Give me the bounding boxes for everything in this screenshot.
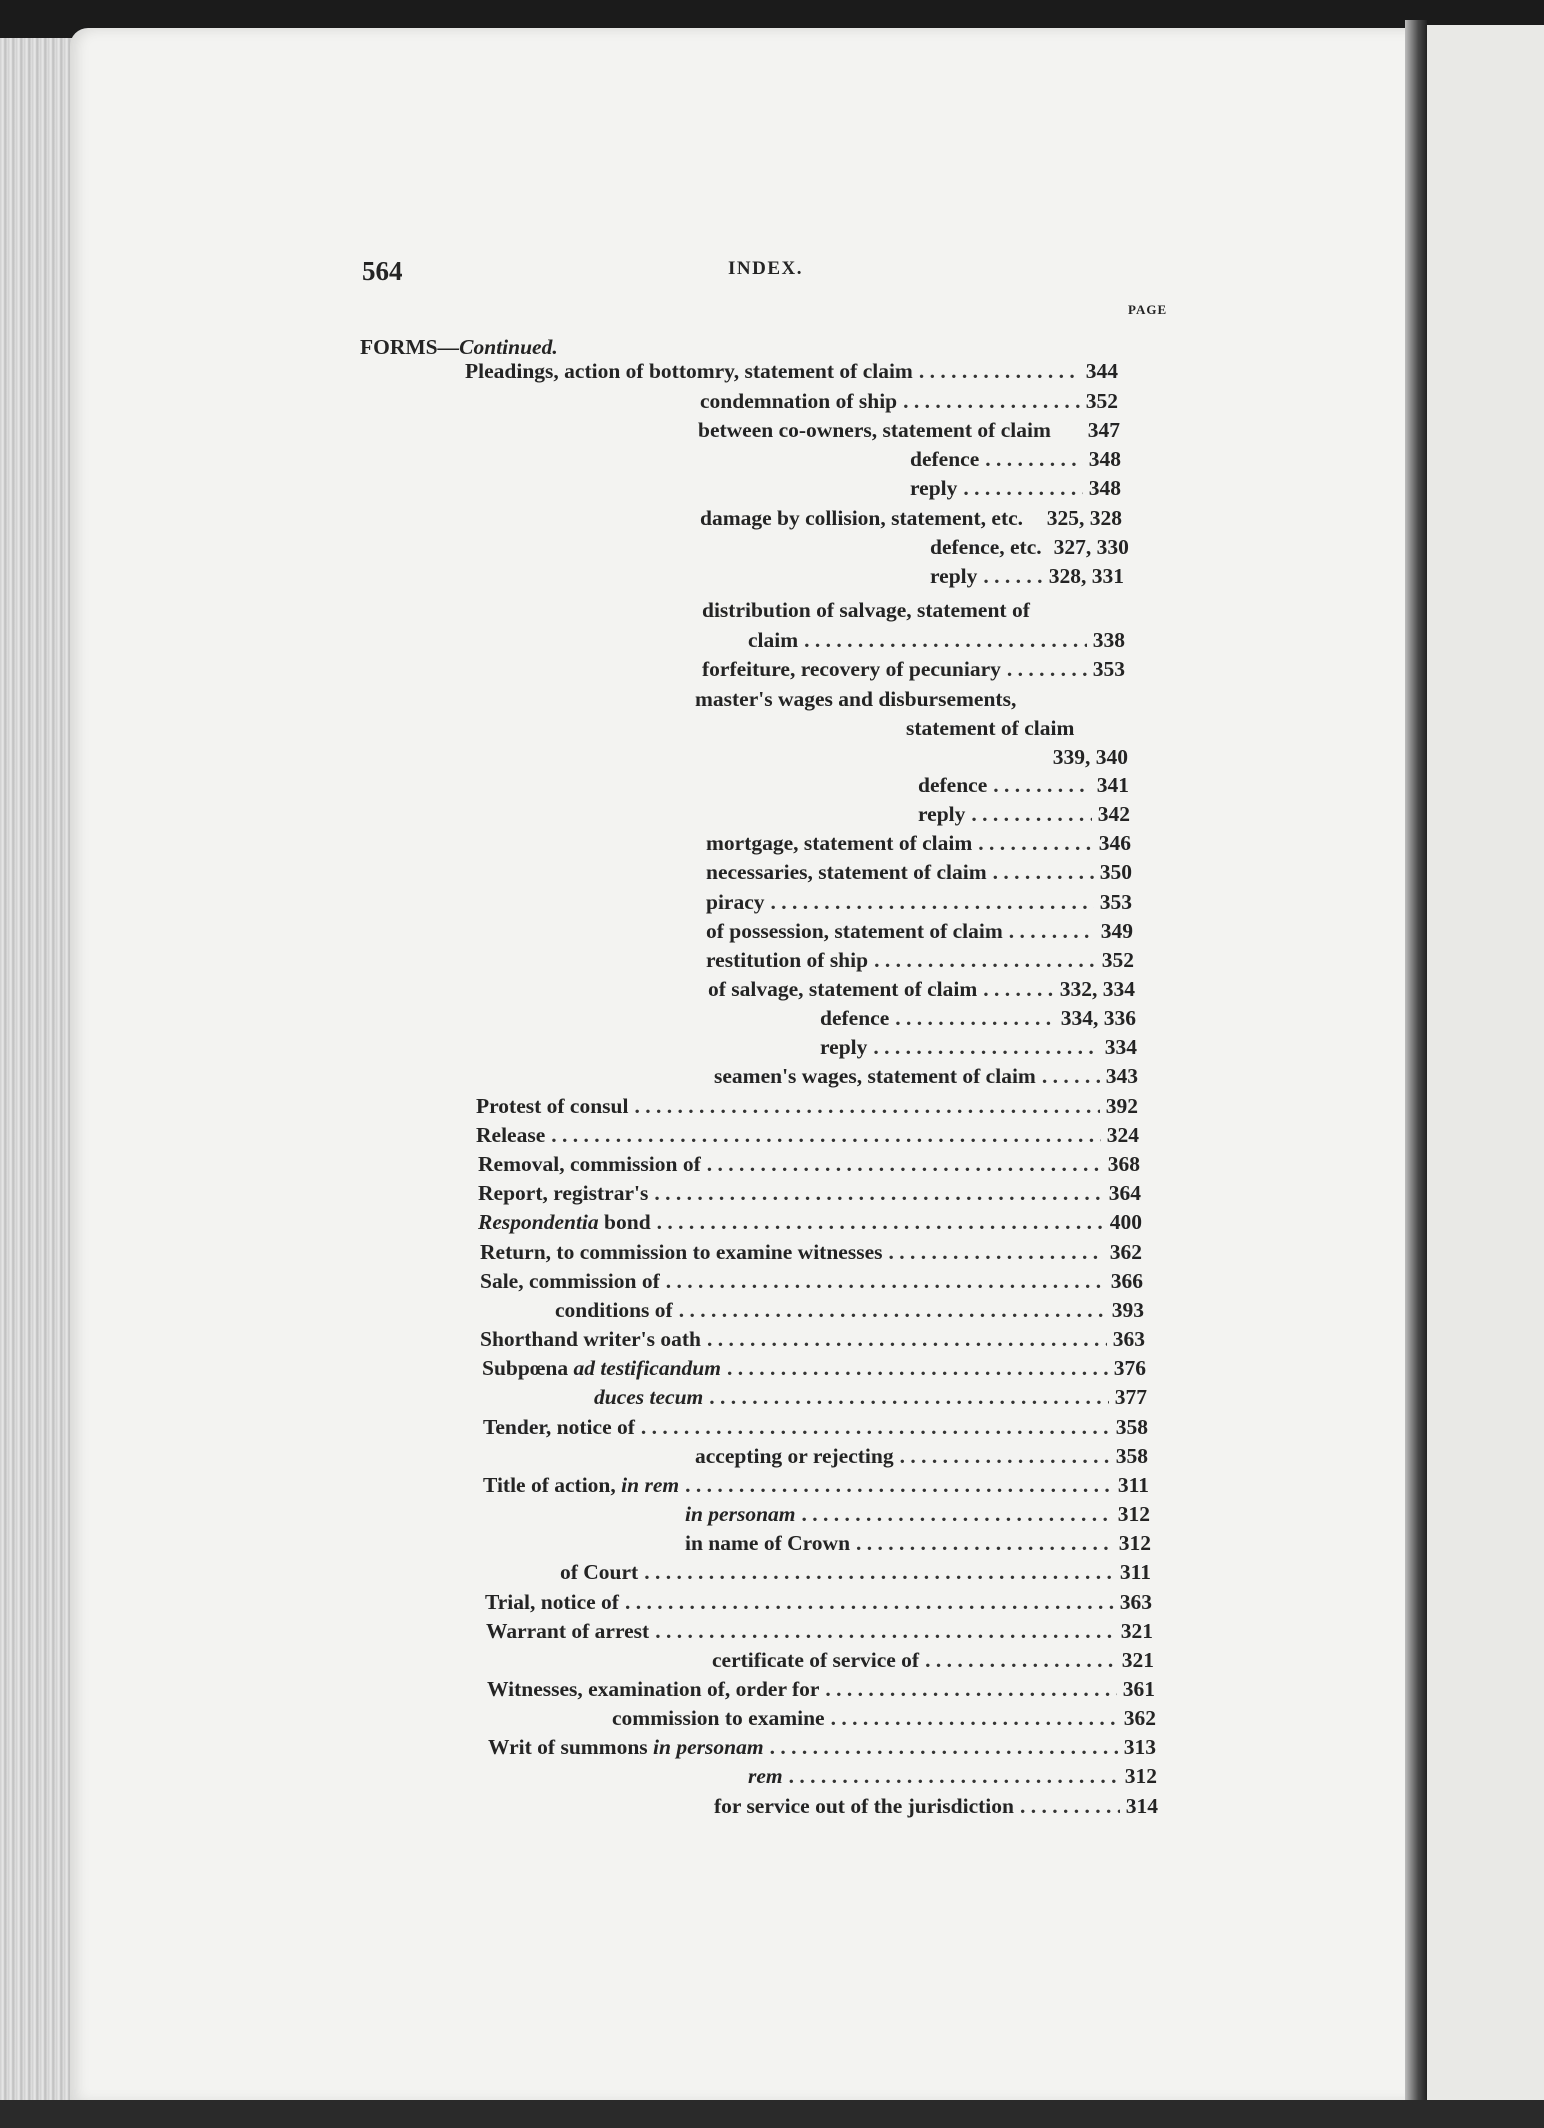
index-entry [706,918,1133,944]
index-entry [708,976,1135,1002]
entry-page-numbers: 339, 340 [1052,745,1128,769]
index-entry [685,1501,1150,1527]
entry-page-numbers: 338 [1092,628,1125,652]
entry-text: defence [910,447,980,471]
index-entry [476,1122,1139,1148]
entry-text: Release [476,1123,546,1147]
index-entry [906,715,1128,741]
entry-page-numbers: 368 [1107,1152,1140,1176]
index-entry [706,947,1134,973]
entry-page-numbers: 377 [1114,1385,1147,1409]
entry-text: commission to examine [612,1706,825,1730]
index-entry [487,1676,1155,1702]
entry-text: Writ of summons [488,1735,654,1759]
entry-text: in personam [653,1735,764,1759]
entry-text: Pleadings, action of bottomry, statement of claim [465,359,913,383]
dot-leader [889,1239,1104,1265]
index-entry [483,1472,1149,1498]
entry-page-numbers: 343 [1105,1064,1138,1088]
entry-text: defence, etc. [930,535,1042,559]
entry-page-numbers: 392 [1105,1094,1138,1118]
entry-text: for service out of the jurisdiction [714,1794,1014,1818]
index-entry [918,801,1130,827]
dot-leader [1042,1063,1100,1089]
dot-leader [707,1151,1102,1177]
dot-leader [1007,656,1087,682]
dot-leader [856,1530,1113,1556]
dot-leader [831,1705,1118,1731]
dot-leader [551,1122,1101,1148]
entry-page-numbers: 312 [1124,1764,1157,1788]
dot-leader [804,627,1087,653]
entry-page-numbers: 311 [1117,1473,1149,1497]
entry-text: damage by collision, statement, etc. [700,506,1024,530]
index-entry [685,1530,1151,1556]
entry-page-numbers: 311 [1119,1560,1151,1584]
entry-text: bond [598,1210,651,1234]
index-entry [930,563,1124,589]
dot-leader [900,1443,1110,1469]
entry-text: Sale, commission of [480,1269,660,1293]
index-entry [612,1705,1156,1731]
entry-text: piracy [706,890,765,914]
entry-text: Removal, commission of [478,1152,701,1176]
entry-text: in name of Crown [685,1531,851,1555]
entry-text: distribution of salvage, statement of [702,598,1030,622]
dot-leader [634,1093,1099,1119]
index-entry [486,1618,1153,1644]
entry-page-numbers: 334 [1104,1035,1137,1059]
dot-leader [903,388,1080,414]
index-entry [930,534,1129,560]
dot-leader [983,563,1042,589]
entry-text: Warrant of arrest [486,1619,650,1643]
entry-page-numbers: 328, 331 [1048,564,1124,588]
index-entry [476,1093,1138,1119]
entry-text: in rem [621,1473,680,1497]
entry-page-numbers: 363 [1112,1327,1145,1351]
dot-leader [925,1647,1116,1673]
entry-page-numbers: 352 [1101,948,1134,972]
entry-page-numbers: 348 [1088,447,1121,471]
entry-page-numbers: 362 [1109,1240,1142,1264]
entry-page-numbers: 342 [1097,802,1130,826]
dot-leader [874,947,1096,973]
entry-text: reply [918,802,966,826]
index-entry [748,627,1125,653]
entry-page-numbers: 341 [1096,773,1129,797]
entry-text: accepting or rejecting [695,1444,894,1468]
entry-text: condemnation of ship [700,389,898,413]
entry-page-numbers: 366 [1110,1269,1143,1293]
index-entry [910,446,1121,472]
entry-page-numbers: 361 [1122,1677,1155,1701]
entry-text: Shorthand writer's oath [480,1327,701,1351]
index-entry [698,417,1120,443]
entry-text: Subpœna [482,1356,574,1380]
index-entry [706,889,1132,915]
entry-text: seamen's wages, statement of claim [714,1064,1036,1088]
index-entry [480,1326,1145,1352]
index-entry [1000,744,1128,770]
index-entry [465,358,1118,384]
entry-text: Respondentia [478,1210,599,1234]
entry-page-numbers: 327, 330 [1053,535,1129,559]
entry-page-numbers: 313 [1123,1735,1156,1759]
entry-page-numbers: 352 [1085,389,1118,413]
index-entry [480,1268,1143,1294]
dot-leader [978,830,1092,856]
index-entry [478,1209,1142,1235]
entry-page-numbers: 362 [1123,1706,1156,1730]
index-entry [700,388,1118,414]
entry-page-numbers: 346 [1098,831,1131,855]
entry-text: Witnesses, examination of, order for [487,1677,820,1701]
entry-text: Tender, notice of [483,1415,635,1439]
entry-text: defence [820,1006,890,1030]
index-entry [555,1297,1144,1323]
index-entry [478,1180,1141,1206]
dot-leader [707,1326,1107,1352]
section-heading [360,334,760,360]
entry-text: of Court [560,1560,639,1584]
dot-leader [641,1414,1110,1440]
index-entry [483,1414,1148,1440]
dot-leader [1020,1793,1120,1819]
entry-text: of salvage, statement of claim [708,977,978,1001]
entry-page-numbers: 334, 336 [1060,1006,1136,1030]
dot-leader [625,1589,1114,1615]
entry-page-numbers: 332, 334 [1059,977,1135,1001]
entry-page-numbers: 312 [1118,1531,1151,1555]
entry-page-numbers: 321 [1121,1648,1154,1672]
dot-leader [895,1005,1055,1031]
entry-page-numbers: 314 [1125,1794,1158,1818]
dot-leader [679,1297,1106,1323]
dot-leader [789,1763,1119,1789]
entry-text: mortgage, statement of claim [706,831,973,855]
index-entry [488,1734,1156,1760]
index-entry [482,1355,1146,1381]
entry-page-numbers: 324 [1106,1123,1139,1147]
index-entry [706,830,1131,856]
entry-page-numbers: 344 [1085,359,1118,383]
index-entry [820,1005,1136,1031]
dot-leader [825,1676,1116,1702]
entry-text: certificate of service of [712,1648,920,1672]
index-entry [702,597,1124,623]
entry-page-numbers: 350 [1099,860,1132,884]
entry-page-numbers: 353 [1099,890,1132,914]
entry-text: ad testificandum [573,1356,721,1380]
dot-leader [771,889,1094,915]
index-entry [485,1589,1152,1615]
dot-leader [709,1384,1108,1410]
index-entry [910,475,1121,501]
entry-text: between co-owners, statement of claim [698,418,1051,442]
page-number: 564 [362,256,403,286]
entry-text: Title of action, [483,1473,622,1497]
index-entry [560,1559,1151,1585]
running-title: INDEX. [728,258,803,279]
entry-text: forfeiture, recovery of pecuniary [702,657,1001,681]
dot-leader [727,1355,1108,1381]
index-entry [706,859,1132,885]
index-entry [712,1647,1154,1673]
entry-page-numbers: 364 [1108,1181,1141,1205]
entry-text: Protest of consul [476,1094,629,1118]
dot-leader [919,358,1080,384]
entry-page-numbers: 347 [1087,418,1120,442]
entry-page-numbers: 358 [1115,1415,1148,1439]
index-entry [594,1384,1147,1410]
dot-leader [666,1268,1105,1294]
index-entry [480,1239,1142,1265]
entry-text: reply [930,564,978,588]
index-entry [695,1443,1148,1469]
entry-text: rem [748,1764,783,1788]
entry-text: statement of claim [906,716,1075,740]
index-entry [820,1034,1137,1060]
index-entry [702,656,1125,682]
dot-leader [644,1559,1114,1585]
page-column-label: PAGE [1128,302,1168,317]
dot-leader [983,976,1053,1002]
entry-page-numbers: 325, 328 [1046,506,1122,530]
entry-page-numbers: 376 [1113,1356,1146,1380]
entry-page-numbers: 393 [1111,1298,1144,1322]
entry-text: reply [910,476,958,500]
dot-leader [802,1501,1112,1527]
dot-leader [963,475,1082,501]
section-title: FORMS [360,335,438,359]
entry-page-numbers: 312 [1117,1502,1150,1526]
index-entry [478,1151,1140,1177]
entry-page-numbers: 321 [1120,1619,1153,1643]
dot-leader [655,1618,1115,1644]
entry-text: restitution of ship [706,948,869,972]
dot-leader [971,801,1091,827]
entry-text: necessaries, statement of claim [706,860,987,884]
entry-text: of possession, statement of claim [706,919,1003,943]
dot-leader [1009,918,1095,944]
entry-text: defence [918,773,988,797]
entry-text: Return, to commission to examine witnesses [480,1240,883,1264]
section-continued: —Continued. [437,335,558,359]
entry-text: in personam [685,1502,796,1526]
entry-text: reply [820,1035,868,1059]
entry-page-numbers: 363 [1119,1590,1152,1614]
entry-page-numbers: 348 [1088,476,1121,500]
dot-leader [985,446,1083,472]
entry-page-numbers: 353 [1092,657,1125,681]
index-entry [700,505,1122,531]
dot-leader [993,772,1091,798]
dot-leader [685,1472,1112,1498]
entry-text: master's wages and disbursements, [695,687,1017,711]
dot-leader [770,1734,1118,1760]
entry-page-numbers: 349 [1100,919,1133,943]
index-entry [918,772,1129,798]
dot-leader [873,1034,1098,1060]
dot-leader [993,859,1094,885]
entry-text: conditions of [555,1298,673,1322]
entry-text: claim [748,628,799,652]
index-entry [695,686,1128,712]
entry-text: duces tecum [594,1385,704,1409]
entry-text: Report, registrar's [478,1181,649,1205]
index-entry [714,1063,1138,1089]
dot-leader [657,1209,1104,1235]
index-entry [714,1793,1158,1819]
dot-leader [654,1180,1102,1206]
entry-text: Trial, notice of [485,1590,619,1614]
index-entry [748,1763,1157,1789]
entry-page-numbers: 400 [1109,1210,1142,1234]
entry-page-numbers: 358 [1115,1444,1148,1468]
